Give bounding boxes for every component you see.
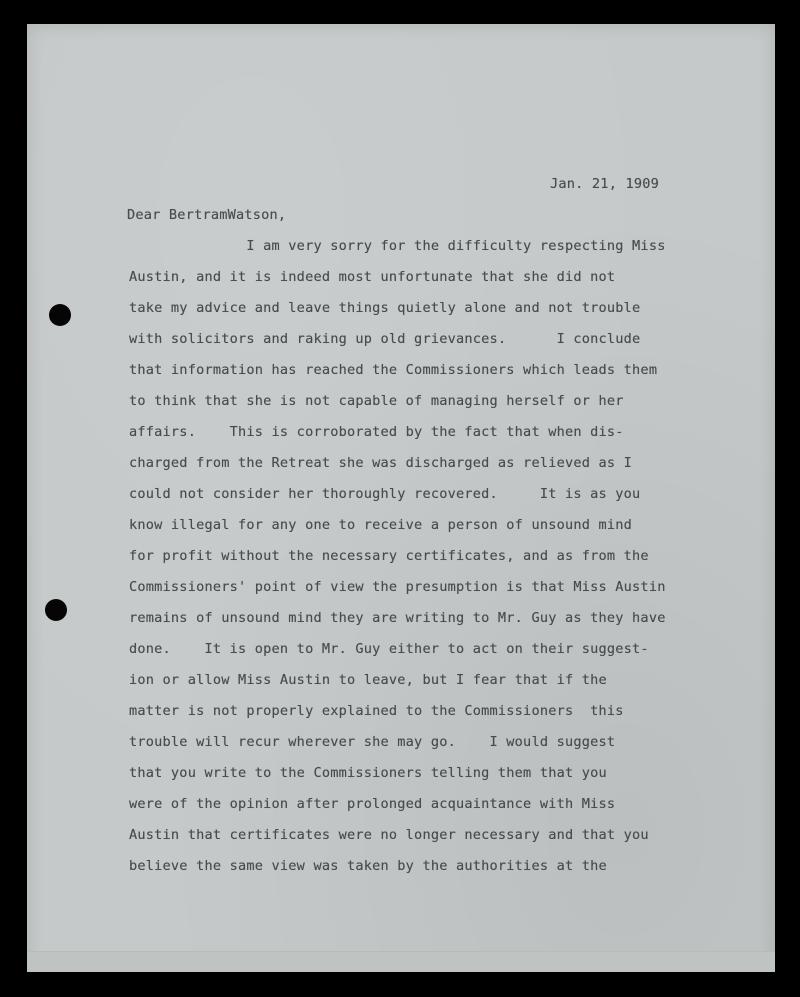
- body-line: could not consider her thoroughly recovered. It is as you: [129, 486, 641, 502]
- body-line: that you write to the Commissioners telling them that you: [129, 765, 607, 781]
- body-line: know illegal for any one to receive a person of unsound mind: [129, 517, 633, 533]
- body-line: to think that she is not capable of managing herself or her: [129, 393, 624, 409]
- body-line: for profit without the necessary certificates, and as from the: [129, 548, 649, 564]
- body-line: trouble will recur wherever she may go. I would suggest: [129, 734, 616, 750]
- body-line: believe the same view was taken by the authorities at the: [129, 858, 607, 874]
- body-line: Austin that certificates were no longer necessary and that you: [129, 827, 649, 843]
- page-bottom-edge: [27, 951, 775, 972]
- body-line: matter is not properly explained to the Commissioners this: [129, 703, 624, 719]
- body-line: were of the opinion after prolonged acquaintance with Miss: [129, 796, 616, 812]
- body-line: take my advice and leave things quietly alone and not trouble: [129, 300, 641, 316]
- punch-hole-top: [49, 304, 71, 326]
- body-line: ion or allow Miss Austin to leave, but I fear that if the: [129, 672, 607, 688]
- body-line: affairs. This is corroborated by the fact that when dis-: [129, 424, 624, 440]
- body-line: done. It is open to Mr. Guy either to act on their suggest-: [129, 641, 649, 657]
- letter-date: Jan. 21, 1909: [550, 176, 659, 192]
- body-line: with solicitors and raking up old grievances. I conclude: [129, 331, 641, 347]
- body-line: Commissioners' point of view the presumption is that Miss Austin: [129, 579, 666, 595]
- body-line: remains of unsound mind they are writing to Mr. Guy as they have: [129, 610, 666, 626]
- body-line: charged from the Retreat she was discharged as relieved as I: [129, 455, 633, 471]
- body-line: I am very sorry for the difficulty respecting Miss: [129, 238, 666, 254]
- letter-page: [27, 24, 775, 972]
- body-line: Austin, and it is indeed most unfortunate that she did not: [129, 269, 616, 285]
- body-line: that information has reached the Commissioners which leads them: [129, 362, 658, 378]
- punch-hole-bottom: [45, 599, 67, 621]
- letter-salutation: Dear BertramWatson,: [127, 207, 287, 223]
